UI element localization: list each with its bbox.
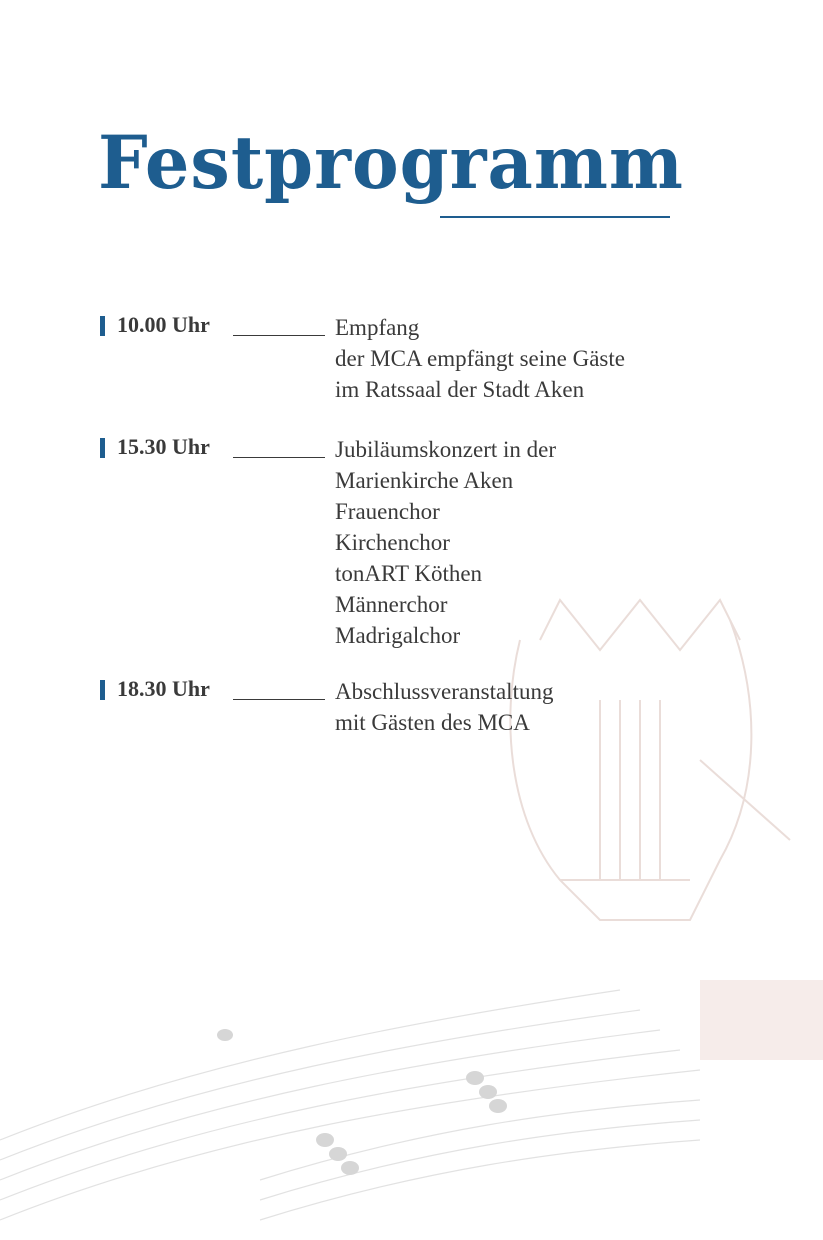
entry-line: Empfang xyxy=(335,315,420,340)
vertical-bar-marker-icon xyxy=(100,438,105,458)
entry-time: 18.30 Uhr xyxy=(117,676,210,701)
entry-time: 15.30 Uhr xyxy=(117,434,210,459)
vertical-bar-marker-icon xyxy=(100,316,105,336)
leader-line xyxy=(233,457,325,458)
page-title: Festprogramm xyxy=(98,118,684,206)
title-underline xyxy=(440,216,670,218)
entry-line: Kirchenchor xyxy=(335,530,450,555)
entry-description xyxy=(335,312,625,405)
entry-time: 10.00 Uhr xyxy=(117,312,210,337)
entry-line: im Ratssaal der Stadt Aken xyxy=(335,377,585,402)
entry-line: Madrigalchor xyxy=(335,623,461,648)
entry-description xyxy=(335,676,553,738)
entry-line: tonART Köthen xyxy=(335,561,483,586)
leader-line xyxy=(233,699,325,700)
entry-description xyxy=(335,434,556,651)
entry-line: Frauenchor xyxy=(335,499,440,524)
vertical-bar-marker-icon xyxy=(100,680,105,700)
leader-line xyxy=(233,335,325,336)
entry-line: Abschlussveranstaltung xyxy=(335,679,554,704)
entry-line: mit Gästen des MCA xyxy=(335,710,530,735)
entry-line: Männerchor xyxy=(335,592,448,617)
entry-line: Jubiläumskonzert in der xyxy=(335,437,557,462)
entry-line: Marienkirche Aken xyxy=(335,468,514,493)
entry-line: der MCA empfängt seine Gäste xyxy=(335,346,625,371)
